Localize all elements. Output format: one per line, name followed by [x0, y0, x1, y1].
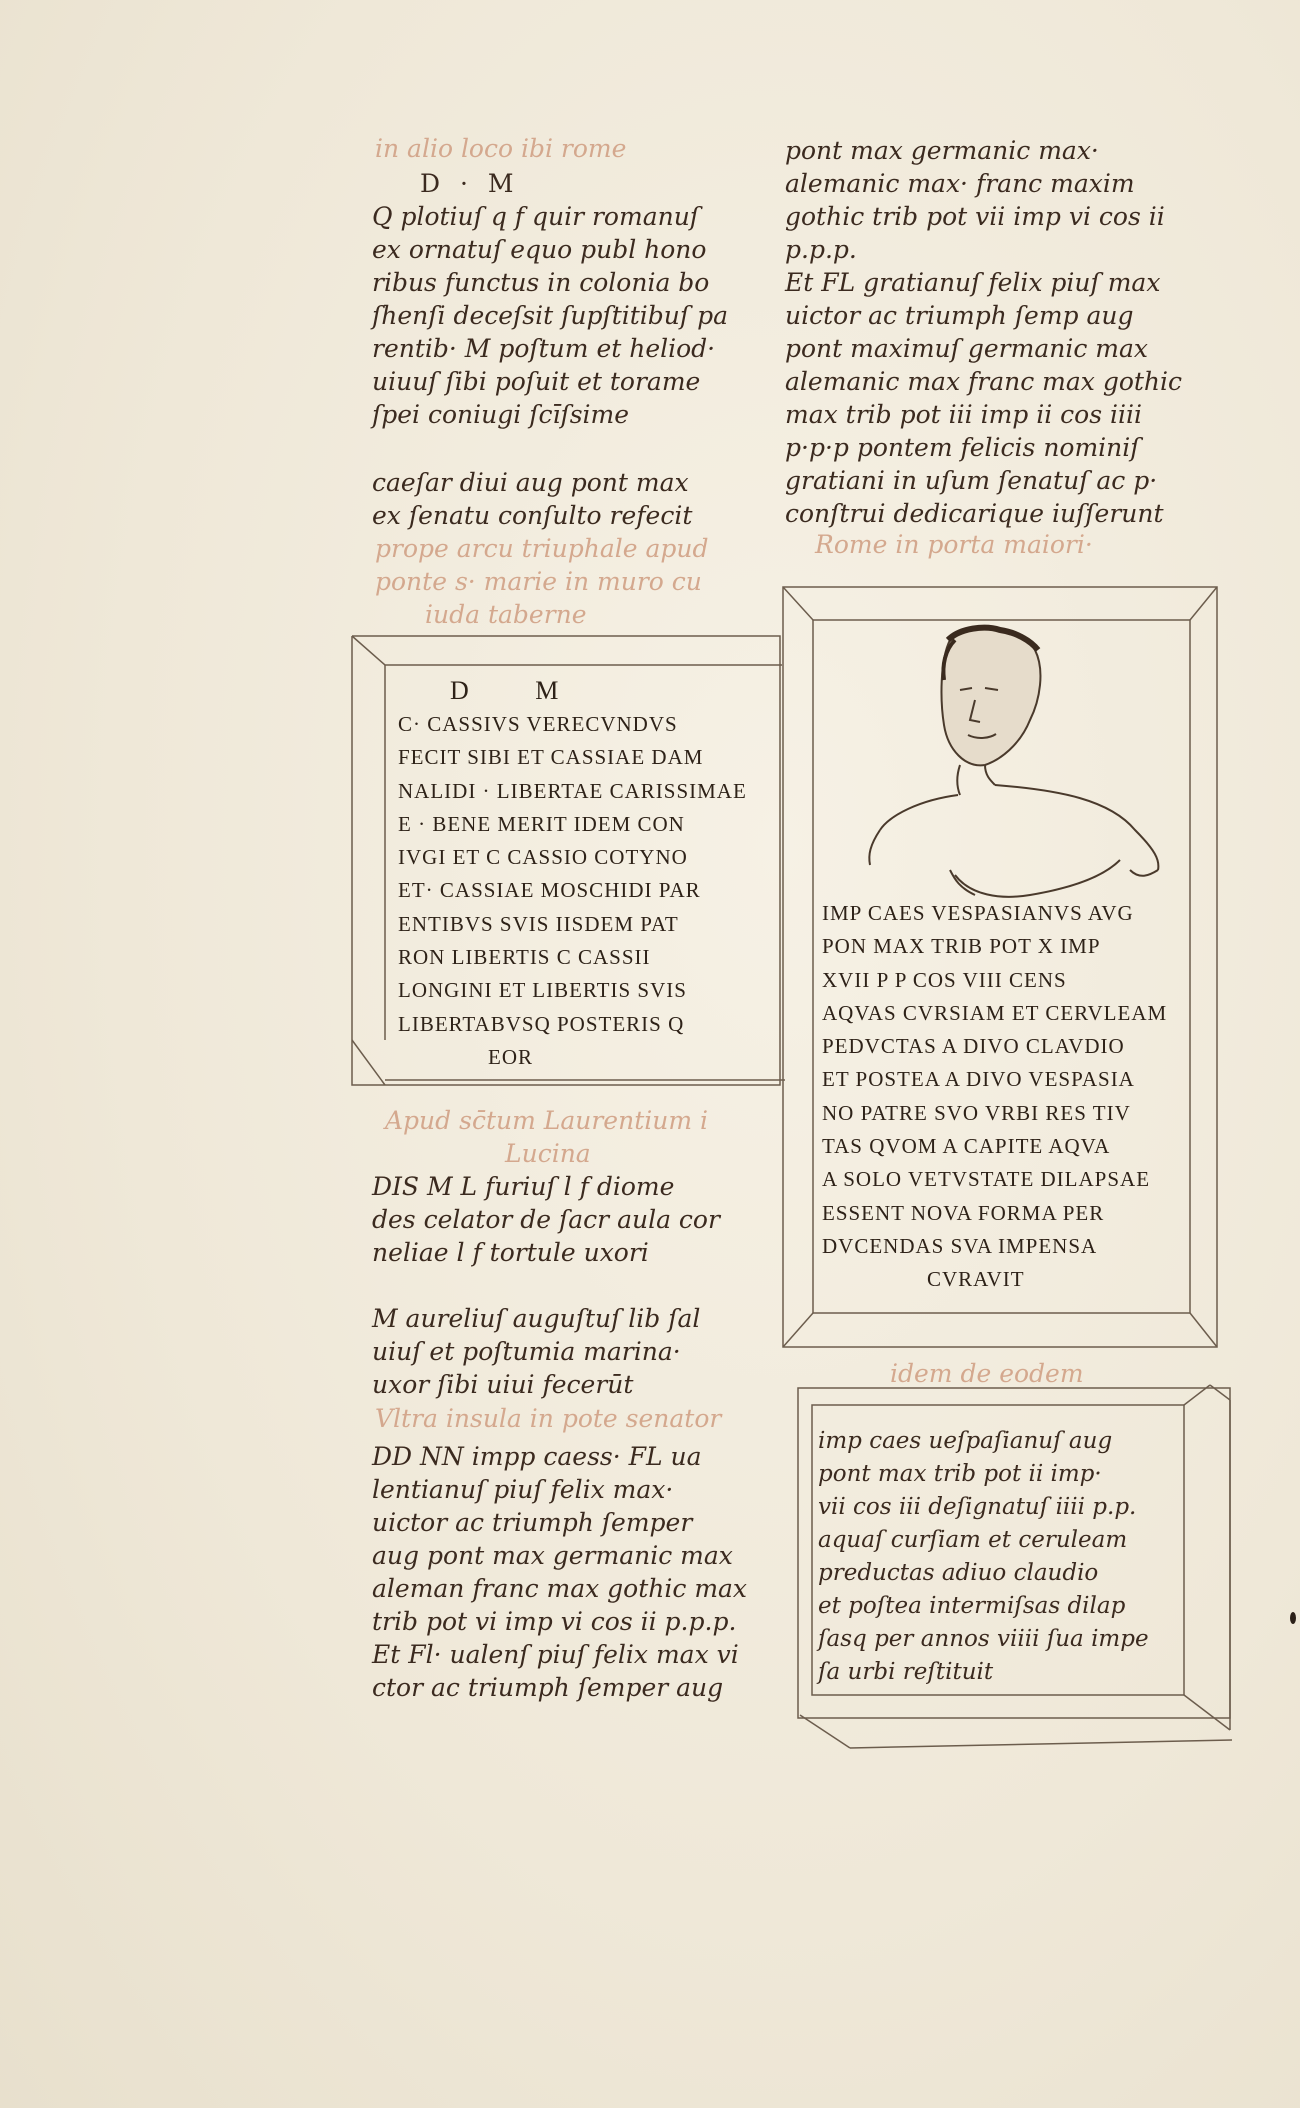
boxed-inscription-cassius — [398, 708, 747, 1074]
inscription-line: NALIDI · LIBERTAE CARISSIMAE — [398, 778, 747, 803]
rubric-prope-arcu: prope arcu triuphale apud ponte s· marie in muro cu iuda taberne — [375, 534, 709, 629]
inscription-line: IVGI ET C CASSIO COTYNO — [398, 845, 688, 870]
inscription-line: DIS M L furiuſ l f diome — [372, 1172, 675, 1201]
inscription-line: PEDVCTAS A DIVO CLAVDIO — [822, 1034, 1125, 1059]
inscription-line: AQVAS CVRSIAM ET CERVLEAM — [822, 1000, 1168, 1025]
inscription-line: ENTIBVS SVIS IISDEM PAT — [398, 911, 679, 936]
inscription-line: max trib pot iii imp ii cos iiii — [785, 400, 1142, 429]
inscription-line: neliae l f tortule uxori — [372, 1238, 649, 1267]
left-box-bottom-edge — [352, 1040, 385, 1085]
inscription-line: ribus functus in colonia bo — [372, 268, 710, 297]
inscription-line: ſpei coniugi ſcīſsime — [372, 400, 630, 429]
inscription-line: vii cos iii deſignatuſ iiii p.p. — [818, 1494, 1137, 1520]
inscription-plotius — [372, 200, 728, 431]
rubric-in-alio-loco: in alio loco ibi rome — [375, 134, 627, 163]
inscription-line: ſa urbi reſtituit — [818, 1659, 994, 1685]
inscription-line: caeſar diui aug pont max — [372, 468, 689, 497]
inscription-line: imp caes ueſpaſianuſ aug — [818, 1428, 1113, 1454]
inscription-line: M aureliuſ auguſtuſ lib ſal — [372, 1304, 701, 1333]
inscription-line: PON MAX TRIB POT X IMP — [822, 934, 1101, 959]
inscription-line: gothic trib pot vii imp vi cos ii — [785, 202, 1165, 231]
inscription-line: aleman franc max gothic max — [372, 1574, 748, 1603]
left-box-top-edge — [352, 636, 782, 665]
rubric-ultra-insula: Vltra insula in pote senator — [375, 1404, 722, 1433]
inscription-line: uiuuſ ſibi poſuit et torame — [372, 367, 701, 396]
inscription-line: TAS QVOM A CAPITE AQVA — [822, 1134, 1111, 1159]
inscription-line: p·p·p pontem felicis nominiſ — [785, 433, 1140, 462]
inscription-line: alemanic max· franc maxim — [785, 169, 1135, 198]
inscription-line: ex ſenatu conſulto refecit — [372, 501, 693, 530]
inscription-line: preductas adiuo claudio — [818, 1560, 1099, 1586]
inscription-line: Et Fl· ualenſ piuſ felix max vi — [372, 1640, 739, 1669]
inscription-aurelius — [372, 1302, 700, 1401]
inscription-line: E · BENE MERIT IDEM CON — [398, 811, 685, 836]
inscription-line: DVCENDAS SVA IMPENSA — [822, 1233, 1098, 1258]
inscription-line: ET POSTEA A DIVO VESPASIA — [822, 1067, 1135, 1092]
inscription-line: XVII P P COS VIII CENS — [822, 967, 1067, 992]
inscription-line: aquaſ curſiam et ceruleam — [818, 1527, 1128, 1553]
inscription-line: gratiani in uſum ſenatuſ ac p· — [785, 466, 1158, 495]
inscription-valentianus — [372, 1440, 747, 1704]
rubric-apud-laurentium: Apud sc̄tum Laurentium i Lucina — [385, 1106, 708, 1168]
inscription-furius — [372, 1170, 720, 1269]
inscription-line: aug pont max germanic max — [372, 1541, 733, 1570]
boxed-dm-heading: D M — [450, 676, 589, 705]
inscription-line: ET· CASSIAE MOSCHIDI PAR — [398, 878, 701, 903]
inscription-line: ex ornatuſ equo publ hono — [372, 235, 707, 264]
inscription-line: ſhenſi deceſsit ſupſtitibuſ pa — [372, 301, 729, 330]
inscription-line: trib pot vi imp vi cos ii p.p.p. — [372, 1607, 737, 1636]
page-edge-mark — [1290, 1612, 1296, 1624]
inscription-line: A SOLO VETVSTATE DILAPSAE — [822, 1167, 1151, 1192]
inscription-line: conſtrui dedicarique iuſſerunt — [785, 499, 1164, 528]
inscription-line: alemanic max franc max gothic — [785, 367, 1183, 396]
inscription-line: CVRAVIT — [927, 1267, 1025, 1292]
inscription-line: Et FL gratianuſ felix piuſ max — [785, 268, 1161, 297]
inscription-line: uictor ac triumph ſemper — [372, 1508, 693, 1537]
inscription-line: RON LIBERTIS C CASSII — [398, 945, 651, 970]
inscription-line: uiuſ et poſtumia marina· — [372, 1337, 681, 1366]
inscription-line: pont max germanic max· — [785, 136, 1099, 165]
rubric-idem-de-eodem: idem de eodem — [890, 1359, 1084, 1388]
inscription-line: lentianuſ piuſ felix max· — [372, 1475, 674, 1504]
portrait-inscription-vespasian — [822, 897, 1167, 1297]
inscription-line: des celator de ſacr aula cor — [372, 1205, 720, 1234]
dm-heading-1: D · M — [420, 169, 520, 198]
inscription-line: Q plotiuſ q f quir romanuſ — [372, 202, 700, 231]
inscription-line: LONGINI ET LIBERTIS SVIS — [398, 978, 687, 1003]
inscription-line: DD NN impp caess· FL ua — [372, 1442, 702, 1471]
inscription-line: C· CASSIVS VERECVNDVS — [398, 712, 678, 736]
inscription-line: FECIT SIBI ET CASSIAE DAM — [398, 745, 704, 770]
inscription-line: ctor ac triumph ſemper aug — [372, 1673, 724, 1702]
inscription-line: EOR — [488, 1044, 533, 1069]
inscription-line: uictor ac triumph ſemp aug — [785, 301, 1134, 330]
inscription-line: rentib· M poſtum et heliod· — [372, 334, 716, 363]
inscription-line: uxor ſibi uiui fecerūt — [372, 1370, 634, 1399]
rubric-rome-porta-maiori: Rome in porta maiori· — [815, 530, 1093, 559]
boxed-minuscule-inscription — [818, 1425, 1149, 1689]
inscription-line: LIBERTABVSQ POSTERIS Q — [398, 1011, 685, 1036]
inscription-line: ESSENT NOVA FORMA PER — [822, 1200, 1105, 1225]
inscription-gratianus — [785, 134, 1182, 530]
inscription-line: IMP CAES VESPASIANVS AVG — [822, 901, 1134, 925]
inscription-line: NO PATRE SVO VRBI RES TIV — [822, 1100, 1131, 1125]
inscription-line: ſasq per annos viiii ſua impe — [818, 1626, 1149, 1652]
emperor-bust-icon — [869, 628, 1158, 897]
inscription-line: p.p.p. — [785, 235, 857, 264]
inscription-line: pont maximuſ germanic max — [785, 334, 1148, 363]
inscription-caesar — [372, 466, 692, 532]
inscription-line: et poſtea intermiſsas dilap — [818, 1593, 1126, 1619]
inscription-line: pont max trib pot ii imp· — [818, 1461, 1102, 1487]
